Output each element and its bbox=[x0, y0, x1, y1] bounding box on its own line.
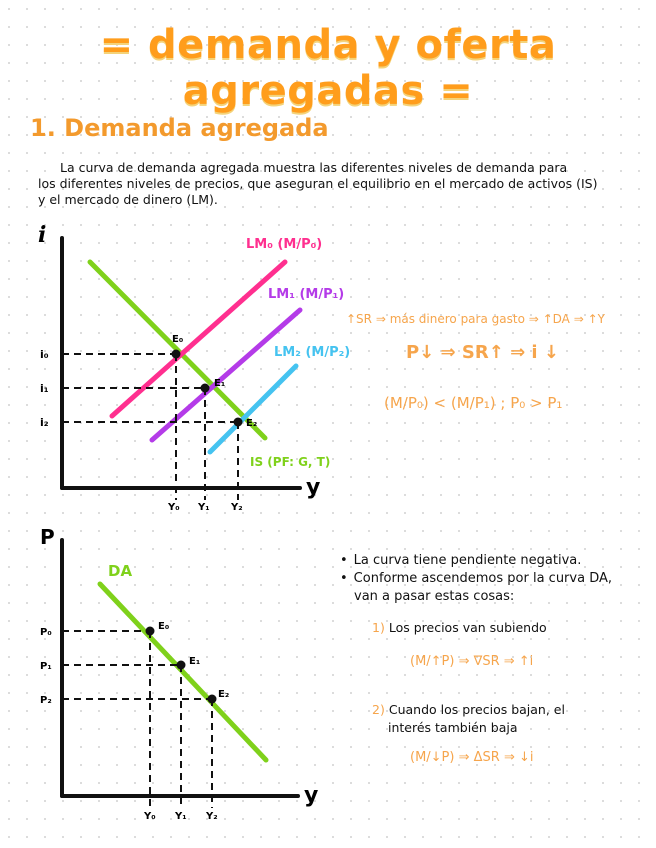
da-label-e1: E₁ bbox=[189, 656, 201, 667]
da-tick-y2: Y₂ bbox=[206, 811, 218, 822]
da-label-e0: E₀ bbox=[158, 621, 170, 632]
section-title: 1. Demanda agregada bbox=[30, 114, 329, 142]
bullet-1: • La curva tiene pendiente negativa. bbox=[340, 553, 582, 568]
lm0-curve bbox=[112, 262, 285, 416]
lm2-label: LM₂ (M/P₂) bbox=[274, 345, 351, 360]
lm0-label: LM₀ (M/P₀) bbox=[246, 237, 323, 252]
islm-tick-y2: Y₂ bbox=[231, 502, 243, 513]
lm1-curve bbox=[152, 310, 300, 440]
islm-tick-i0: i₀ bbox=[40, 348, 49, 361]
is-label: IS (PF: G, T) bbox=[250, 455, 331, 469]
da-curve bbox=[100, 584, 266, 760]
islm-tick-y0: Y₀ bbox=[168, 502, 180, 513]
da-x-axis-label: y bbox=[304, 783, 319, 808]
islm-tick-i2: i₂ bbox=[40, 416, 49, 429]
bullet-2-cont: van a pasar estas cosas: bbox=[354, 589, 515, 604]
note-line-2: P↓ ⇒ SR↑ ⇒ i ↓ bbox=[406, 342, 559, 363]
islm-tick-i1: i₁ bbox=[40, 382, 49, 395]
da-point-e1 bbox=[177, 661, 186, 670]
page-title: = demanda y oferta agregadas = bbox=[99, 22, 557, 114]
da-tick-y0: Y₀ bbox=[144, 811, 156, 822]
da-bullets bbox=[340, 552, 640, 606]
da-tick-p2: P₂ bbox=[40, 695, 52, 706]
da-curve-label: DA bbox=[108, 562, 133, 580]
islm-label-e2: E₂ bbox=[246, 418, 258, 429]
sub-item-2-cont: interés también baja bbox=[388, 720, 518, 735]
da-point-e0 bbox=[146, 627, 155, 636]
islm-y-axis-label: i bbox=[38, 222, 47, 248]
islm-label-e1: E₁ bbox=[214, 378, 226, 389]
formula-1: (M/↑P) ⇒ ∇SR ⇒ ↑i bbox=[410, 654, 534, 669]
note-line-3: (M/P₀) < (M/P₁) ; P₀ > P₁ bbox=[384, 394, 563, 412]
intro-line-1: La curva de demanda agregada muestra las diferentes niveles de demanda para bbox=[60, 160, 568, 175]
islm-x-axis-label: y bbox=[306, 475, 321, 500]
da-tick-p1: P₁ bbox=[40, 661, 52, 672]
da-tick-p0: P₀ bbox=[40, 627, 52, 638]
islm-tick-y1: Y₁ bbox=[198, 502, 210, 513]
islm-point-e0 bbox=[172, 350, 181, 359]
intro-line-2: los diferentes niveles de precios, que aseguran el equilibrio en el mercado de activos (IS) bbox=[38, 176, 598, 191]
islm-point-e2 bbox=[234, 418, 243, 427]
formula-2: (M/↓P) ⇒ ΔSR ⇒ ↓i bbox=[410, 750, 534, 765]
bullet-2: • Conforme ascendemos por la curva DA, bbox=[340, 571, 613, 586]
da-y-axis-label: P bbox=[40, 525, 55, 549]
sub-item-2: 2) Cuando los precios bajan, el bbox=[372, 702, 565, 717]
da-point-e2 bbox=[208, 695, 217, 704]
da-label-e2: E₂ bbox=[218, 689, 230, 700]
intro-line-3: y el mercado de dinero (LM). bbox=[38, 192, 218, 207]
sub-item-1: 1) Los precios van subiendo bbox=[372, 620, 547, 635]
lm1-label: LM₁ (M/P₁) bbox=[268, 287, 345, 302]
note-line-1: ↑SR ⇒ más dinero para gasto ⇒ ↑DA ⇒ ↑Y bbox=[346, 312, 605, 326]
islm-guides bbox=[62, 354, 238, 500]
islm-label-e0: E₀ bbox=[172, 334, 184, 345]
da-tick-y1: Y₁ bbox=[175, 811, 187, 822]
islm-point-e1 bbox=[201, 384, 210, 393]
